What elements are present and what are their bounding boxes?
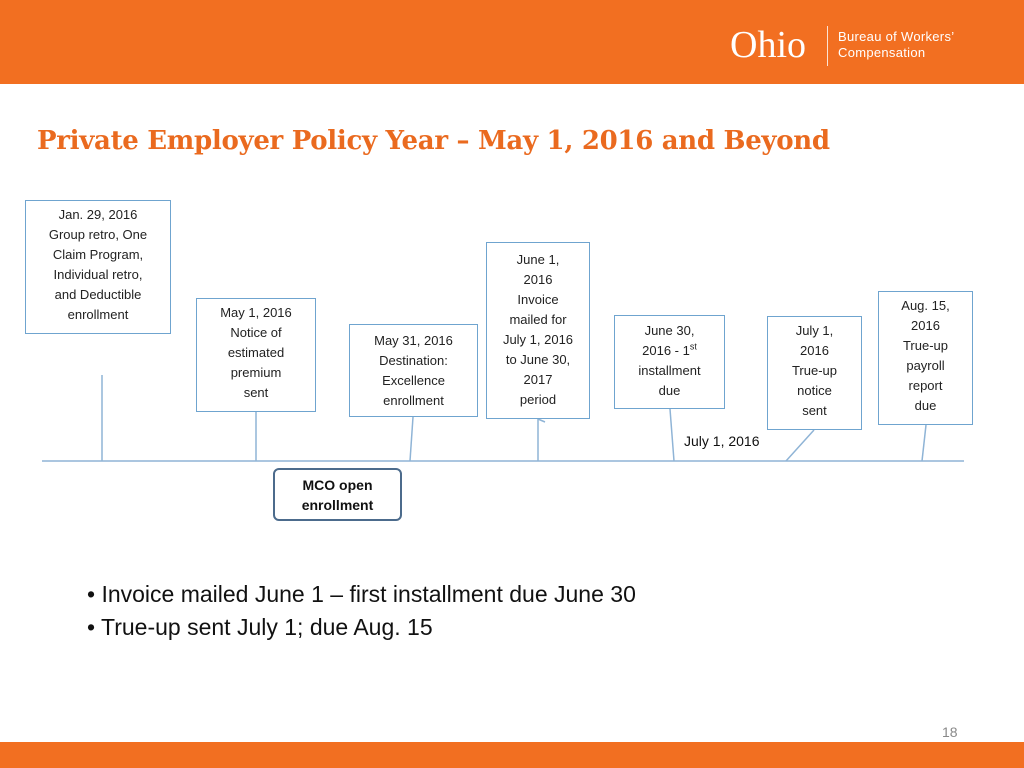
event-line: May 1, 2016: [220, 305, 292, 320]
event-line: Claim Program,: [52, 247, 144, 262]
event-line: sent: [243, 385, 269, 400]
event-line: Individual retro,: [53, 267, 143, 282]
connector-may-31: [410, 417, 413, 461]
event-box-may-31: [349, 324, 478, 417]
slide-title: Private Employer Policy Year – May 1, 2016 and Beyond: [37, 126, 830, 156]
event-line: due: [658, 383, 681, 398]
mco-open-enrollment-box: [273, 468, 402, 521]
event-line-prefix: 2016 - 1: [642, 343, 690, 358]
event-box-july-1: [767, 316, 862, 430]
connector-june-30: [670, 409, 674, 461]
event-line: June 30,: [644, 323, 695, 338]
event-line: 2016: [800, 343, 829, 358]
event-line: payroll: [906, 358, 945, 373]
event-line: premium: [230, 365, 282, 380]
event-box-june-1: [486, 242, 590, 419]
logo-ohio-word: Ohio: [730, 24, 806, 66]
event-line: Jan. 29, 2016: [58, 207, 138, 222]
logo-bureau-line-1: Bureau of Workers’: [838, 29, 955, 44]
event-line: notice: [797, 383, 832, 398]
event-line: July 1, 2016: [502, 332, 574, 347]
event-line: Notice of: [230, 325, 282, 340]
event-line: due: [914, 398, 937, 413]
event-line: Excellence: [382, 373, 445, 388]
event-box-jan-29: [25, 200, 171, 334]
footer-bar: [0, 742, 1024, 768]
event-line: Invoice: [517, 292, 559, 307]
event-line: [618, 341, 721, 361]
logo-bureau-line-2: Compensation: [838, 45, 926, 60]
bullet-item: • Invoice mailed June 1 – first installment due June 30: [87, 581, 636, 607]
event-line: 2016: [911, 318, 940, 333]
event-line: Group retro, One: [48, 227, 148, 242]
mco-line: MCO open: [302, 477, 373, 493]
event-box-may-1: [196, 298, 316, 412]
slide-number: 18: [942, 724, 958, 740]
event-line: sent: [802, 403, 827, 418]
event-line: Destination:: [379, 353, 448, 368]
connector-july-1: [786, 430, 814, 461]
event-line: June 1,: [516, 252, 560, 267]
event-line: July 1,: [795, 323, 834, 338]
event-line: Aug. 15,: [901, 298, 950, 313]
event-line: to June 30,: [505, 352, 571, 367]
event-box-june-30: [614, 315, 725, 409]
connector-aug-15: [922, 425, 926, 461]
event-line: mailed for: [509, 312, 567, 327]
event-line: May 31, 2016: [374, 333, 453, 348]
event-box-aug-15: [878, 291, 973, 425]
event-line: True-up: [902, 338, 949, 353]
ordinal-superscript: st: [689, 341, 697, 352]
event-line: report: [908, 378, 943, 393]
bullet-item: • True-up sent July 1; due Aug. 15: [87, 614, 433, 640]
event-line: 2016: [523, 272, 553, 287]
event-line: installment: [638, 363, 701, 378]
event-line: enrollment: [67, 307, 129, 322]
event-line: period: [519, 392, 557, 407]
event-line: enrollment: [383, 393, 444, 408]
event-line: estimated: [227, 345, 285, 360]
bullet-list: [87, 578, 636, 644]
connector-june-1-tick: [538, 419, 545, 422]
event-line: and Deductible: [54, 287, 142, 302]
event-line: True-up: [791, 363, 838, 378]
mco-line: enrollment: [301, 497, 374, 513]
timeline-axis-label: July 1, 2016: [684, 433, 760, 449]
event-line: 2017: [523, 372, 553, 387]
